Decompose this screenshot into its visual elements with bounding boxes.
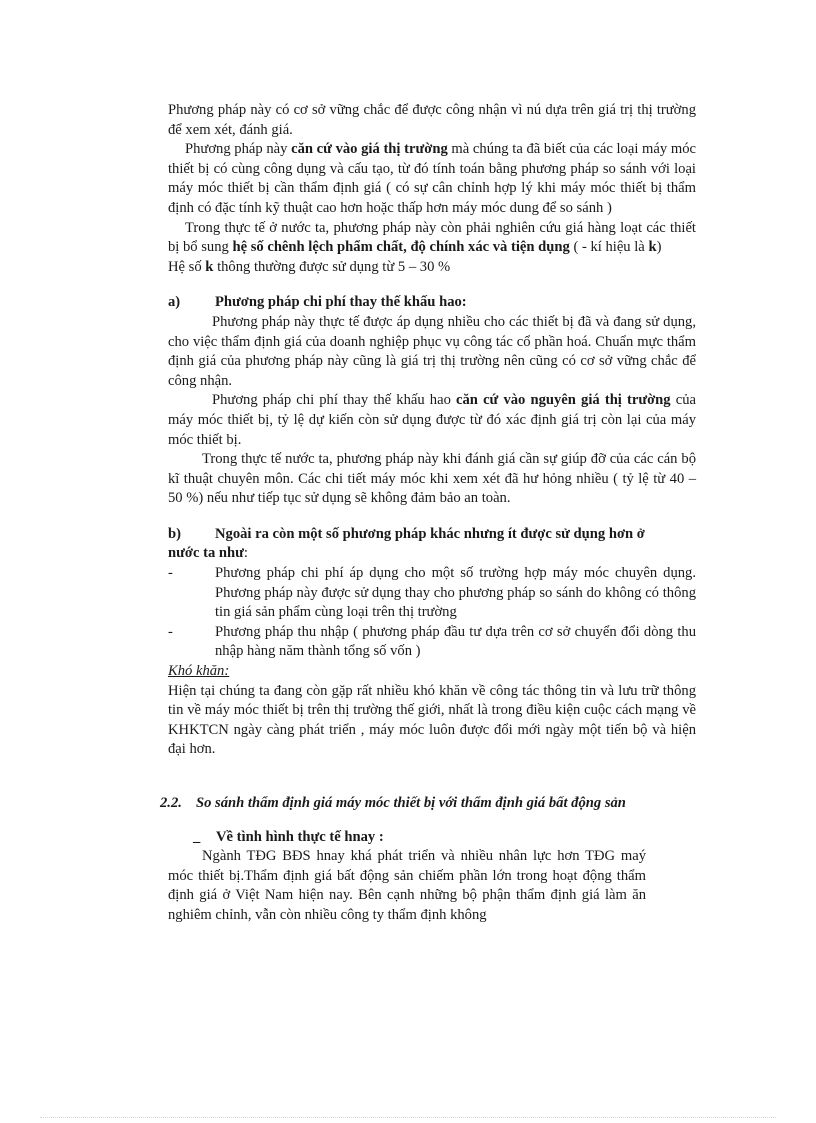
page-bottom-rule [40, 1117, 776, 1118]
bold-phrase: căn cứ vào nguyên giá thị trường [456, 392, 671, 409]
list-item [168, 623, 696, 662]
section-a-title: Phương pháp chi phí thay thế khấu hao: [215, 294, 467, 311]
difficulty-paragraph: Hiện tại chúng ta đang còn gặp rất nhiều khó khăn về công tác thông tin và lưu trữ thông tin về máy móc thiết bị trên thị trường thế giới, nhất là trong điều kiện cuộc cách mạng về KHKTCN ngày càng phát triển , máy móc luôn được đổi mới ngày một tiến bộ và hiện đại hơn. [168, 682, 696, 758]
difficulty-heading: Khó khăn: [168, 663, 230, 680]
list-item [168, 564, 696, 623]
text-run: Phương pháp này [185, 141, 292, 158]
spacer [168, 814, 696, 828]
document-page [160, 101, 697, 926]
section-22-heading [160, 794, 688, 814]
bold-phrase: hệ số chênh lệch phẩm chất, độ chính xác và tiện dụng [232, 239, 570, 256]
list-item-text: Phương pháp chi phí áp dụng cho một số trường hợp máy móc chuyên dụng. Phương pháp này được sử dụng thay cho phương pháp so sánh do không có thông tin giá sản phẩm cùng loại trên thị trường [215, 565, 696, 621]
spacer [168, 277, 696, 293]
section-22-title: So sánh thẩm định giá máy móc thiết bị với thẩm định giá bất động sản [196, 795, 626, 811]
bold-phrase: căn cứ vào giá thị trường [291, 141, 448, 158]
bold-phrase: nước ta như [168, 545, 244, 562]
text-run: Trong thực tế ở nước ta, phương pháp này còn phải nghiên cứu giá hàng loạt các thiết bị bổ sung [168, 219, 696, 256]
section-b-heading [168, 525, 696, 545]
text-run: mà chúng ta đã biết của các loại máy móc thiết bị có cùng công dụng và cấu tạo, từ đó tính toán bằng phương pháp so sánh với loại máy móc thiết bị cần thẩm định giá ( có sự cân chỉnh hợp lý khi máy móc thiết bị thẩm định có đặc tính kỹ thuật cao hơn hoặc thấp hơn máy móc dung để so sánh ) [168, 141, 696, 216]
section-a-paragraph-1: Phương pháp này thực tế được áp dụng nhiều cho các thiết bị đã và đang sử dụng, cho việc thẩm định giá của doanh nghiệp phục vụ công tác cổ phần hoá. Chuẩn mực thẩm định giá của phương pháp này cũng là giá trị thị trường nên cũng có cơ sở vững chắc để công nhận. [168, 313, 696, 389]
section-a-paragraph-2 [168, 391, 696, 450]
paragraph-k-coefficient [168, 219, 696, 258]
text-run: ) [656, 239, 662, 256]
section-a-label: a) [168, 294, 181, 311]
subsection-title: Về tình hình thực tế hnay : [216, 828, 384, 845]
section-b-title-line2 [168, 544, 696, 564]
bold-phrase: k [205, 258, 214, 275]
spacer [168, 509, 696, 525]
text-run: : [243, 545, 248, 562]
section-b-label: b) [168, 525, 181, 542]
subsection-paragraph: Ngành TĐG BĐS hnay khá phát triển và nhiều nhân lực hơn TĐG maý móc thiết bị.Thẩm định giá bất động sản chiếm phần lớn trong hoạt động thẩm định giá ở Việt Nam hiện nay. Bên cạnh những bộ phận thẩm định giá làm ăn nghiêm chỉnh, vẫn còn nhiều công ty thẩm định không [168, 848, 646, 923]
section-a-heading [168, 293, 696, 313]
text-run: Phương pháp chi phí thay thế khấu hao [212, 392, 457, 409]
bold-phrase: k [648, 239, 657, 256]
section-a-paragraph-3: Trong thực tế nước ta, phương pháp này khi đánh giá cần sự giúp đỡ của các cán bộ kĩ thuật chuyên môn. Các chi tiết máy móc khi xem xét đã hư hỏng nhiều ( tỷ lệ từ 40 – 50 %) nếu như tiếp tục sử dụng sẽ không đảm bảo an toàn. [168, 451, 696, 507]
section-b-title-line1: Ngoài ra còn một số phương pháp khác nhưng ít được sử dụng hơn ở [215, 525, 645, 542]
list-dash: - [168, 565, 173, 582]
paragraph-basis: Phương pháp này có cơ sở vững chắc để được công nhận vì nú dựa trên giá trị thị trường để xem xét, đánh giá. [168, 102, 696, 138]
text-run: thông thường được sử dụng từ 5 – 30 % [213, 258, 451, 275]
subsection-marker: _ [193, 828, 201, 845]
paragraph-market-comparison [168, 140, 696, 218]
subsection-heading [193, 828, 696, 848]
text-run: Hệ số [168, 258, 206, 275]
section-22-number: 2.2. [160, 795, 182, 811]
list-dash: - [168, 623, 173, 640]
text-run: của máy móc thiết bị, tỷ lệ dự kiến còn sử dụng được từ đó xác định giá trị còn lại của máy móc thiết bị. [168, 392, 697, 448]
text-run: ( - kí hiệu là [569, 239, 649, 256]
paragraph-k-range [168, 258, 696, 278]
list-item-text: Phương pháp thu nhập ( phương pháp đầu tư dựa trên cơ sở chuyển đổi dòng thu nhập hàng năm thành tổng số vốn ) [215, 623, 696, 660]
difficulty-label [168, 662, 696, 682]
spacer [168, 760, 696, 794]
